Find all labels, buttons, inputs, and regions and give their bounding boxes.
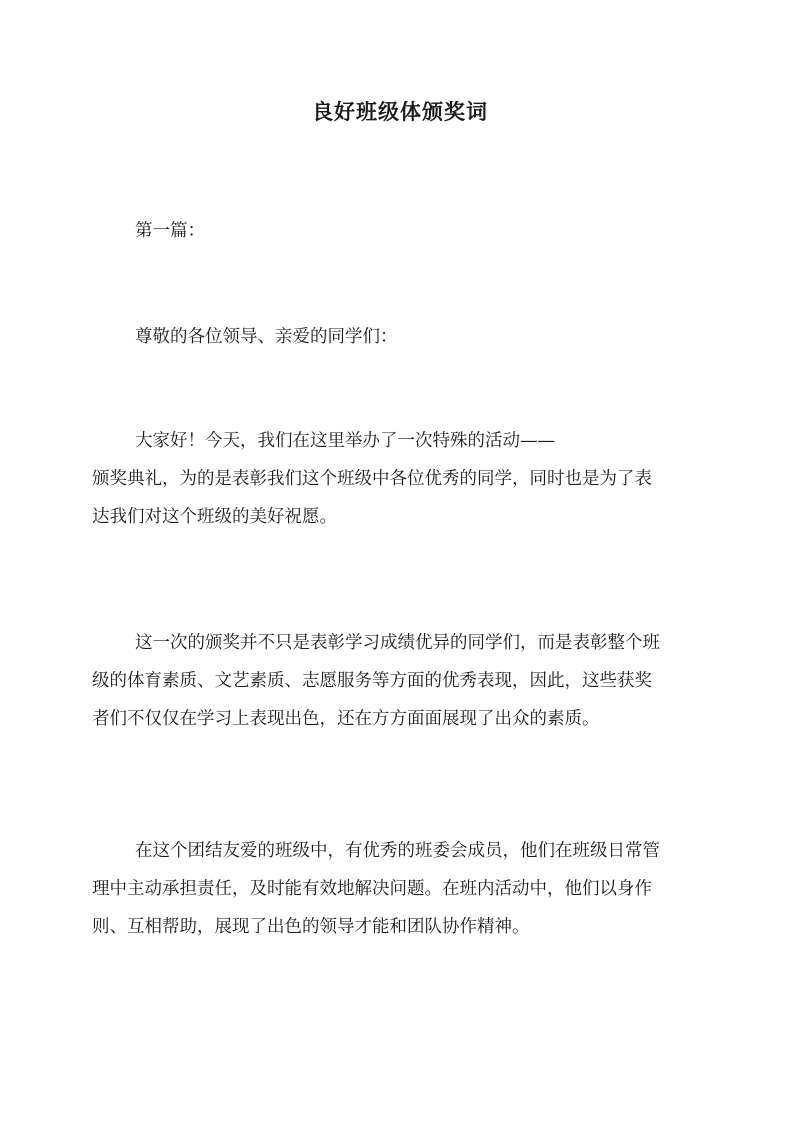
paragraph-line: 者们不仅仅在学习上表现出色，还在方方面面展现了出众的素质。 [92,709,600,729]
paragraph-line: 达我们对这个班级的美好祝愿。 [92,507,337,527]
paragraph-class-committee [92,832,710,946]
paragraph-line: 颁奖典礼，为的是表彰我们这个班级中各位优秀的同学，同时也是为了表 [92,469,652,489]
paragraph-greeting [92,422,710,536]
paragraph-line: 第一篇： [135,221,205,241]
paragraph-line: 尊敬的各位领导、亲爱的同学们： [135,327,398,347]
paragraph-line: 则、互相帮助，展现了出色的领导才能和团队协作精神。 [92,917,530,937]
paragraph-salutation [92,318,710,356]
paragraph-line: 大家好！今天，我们在这里举办了一次特殊的活动—— [135,431,555,451]
paragraph-award-scope [92,624,710,738]
document-title: 良好班级体颁奖词 [312,99,488,124]
paragraph-section-heading [92,212,710,250]
paragraph-line: 级的体育素质、文艺素质、志愿服务等方面的优秀表现，因此，这些获奖 [92,671,652,691]
paragraph-line: 理中主动承担责任，及时能有效地解决问题。在班内活动中，他们以身作 [92,879,652,899]
paragraph-line: 在这个团结友爱的班级中，有优秀的班委会成员，他们在班级日常管 [135,841,660,861]
paragraph-line: 这一次的颁奖并不只是表彰学习成绩优异的同学们，而是表彰整个班 [135,633,660,653]
